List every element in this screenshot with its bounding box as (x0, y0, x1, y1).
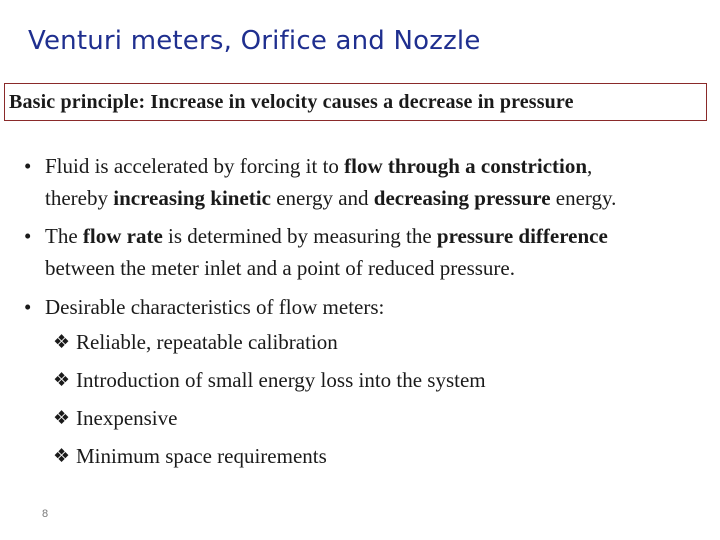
bullet-item-flow-rate (0, 220, 720, 284)
subitem-space (0, 437, 720, 475)
bullet-text: , (587, 154, 593, 178)
diamond-bullet-icon: ❖ (53, 369, 71, 391)
bullet-item-constriction (0, 150, 720, 214)
bullet-emphasis: decreasing pressure (373, 186, 551, 210)
bullet-item-characteristics (0, 291, 720, 323)
bullet-line (45, 182, 720, 214)
subitem-energy-loss (0, 361, 720, 399)
bullet-emphasis: flow rate (82, 224, 163, 248)
bullet-text: energy. (550, 186, 617, 210)
bullet-text: is determined by measuring the (162, 224, 437, 248)
bullet-text: The (45, 224, 83, 248)
bullet-line: between the meter inlet and a point of reduced pressure. (45, 256, 515, 280)
slide-title: Venturi meters, Orifice and Nozzle (28, 26, 481, 56)
bullet-line (45, 220, 720, 252)
bullet-list (0, 150, 720, 475)
principle-text: Basic principle: Increase in velocity causes a decrease in pressure (9, 91, 574, 113)
bullet-line (45, 150, 720, 182)
principle-box (4, 83, 707, 121)
bullet-emphasis: pressure difference (436, 224, 608, 248)
subitem-inexpensive (0, 399, 720, 437)
subitem-text: Introduction of small energy loss into the system (76, 368, 486, 392)
bullet-emphasis: flow through a constriction (344, 154, 588, 178)
subitem-text: Reliable, repeatable calibration (76, 330, 338, 354)
bullet-line: Desirable characteristics of flow meters: (45, 295, 385, 319)
bullet-text: energy and (270, 186, 374, 210)
subitem-text: Minimum space requirements (76, 444, 327, 468)
bullet-dot-icon: • (24, 295, 32, 319)
bullet-text: Fluid is accelerated by forcing it to (45, 154, 345, 178)
bullet-dot-icon: • (24, 154, 32, 178)
page-number: 8 (42, 508, 49, 520)
diamond-bullet-icon: ❖ (53, 445, 71, 467)
subitem-calibration (0, 323, 720, 361)
bullet-text: thereby (45, 186, 114, 210)
diamond-bullet-icon: ❖ (53, 407, 71, 429)
subitem-text: Inexpensive (76, 406, 178, 430)
diamond-bullet-icon: ❖ (53, 331, 71, 353)
bullet-dot-icon: • (24, 224, 32, 248)
bullet-emphasis: increasing kinetic (113, 186, 271, 210)
